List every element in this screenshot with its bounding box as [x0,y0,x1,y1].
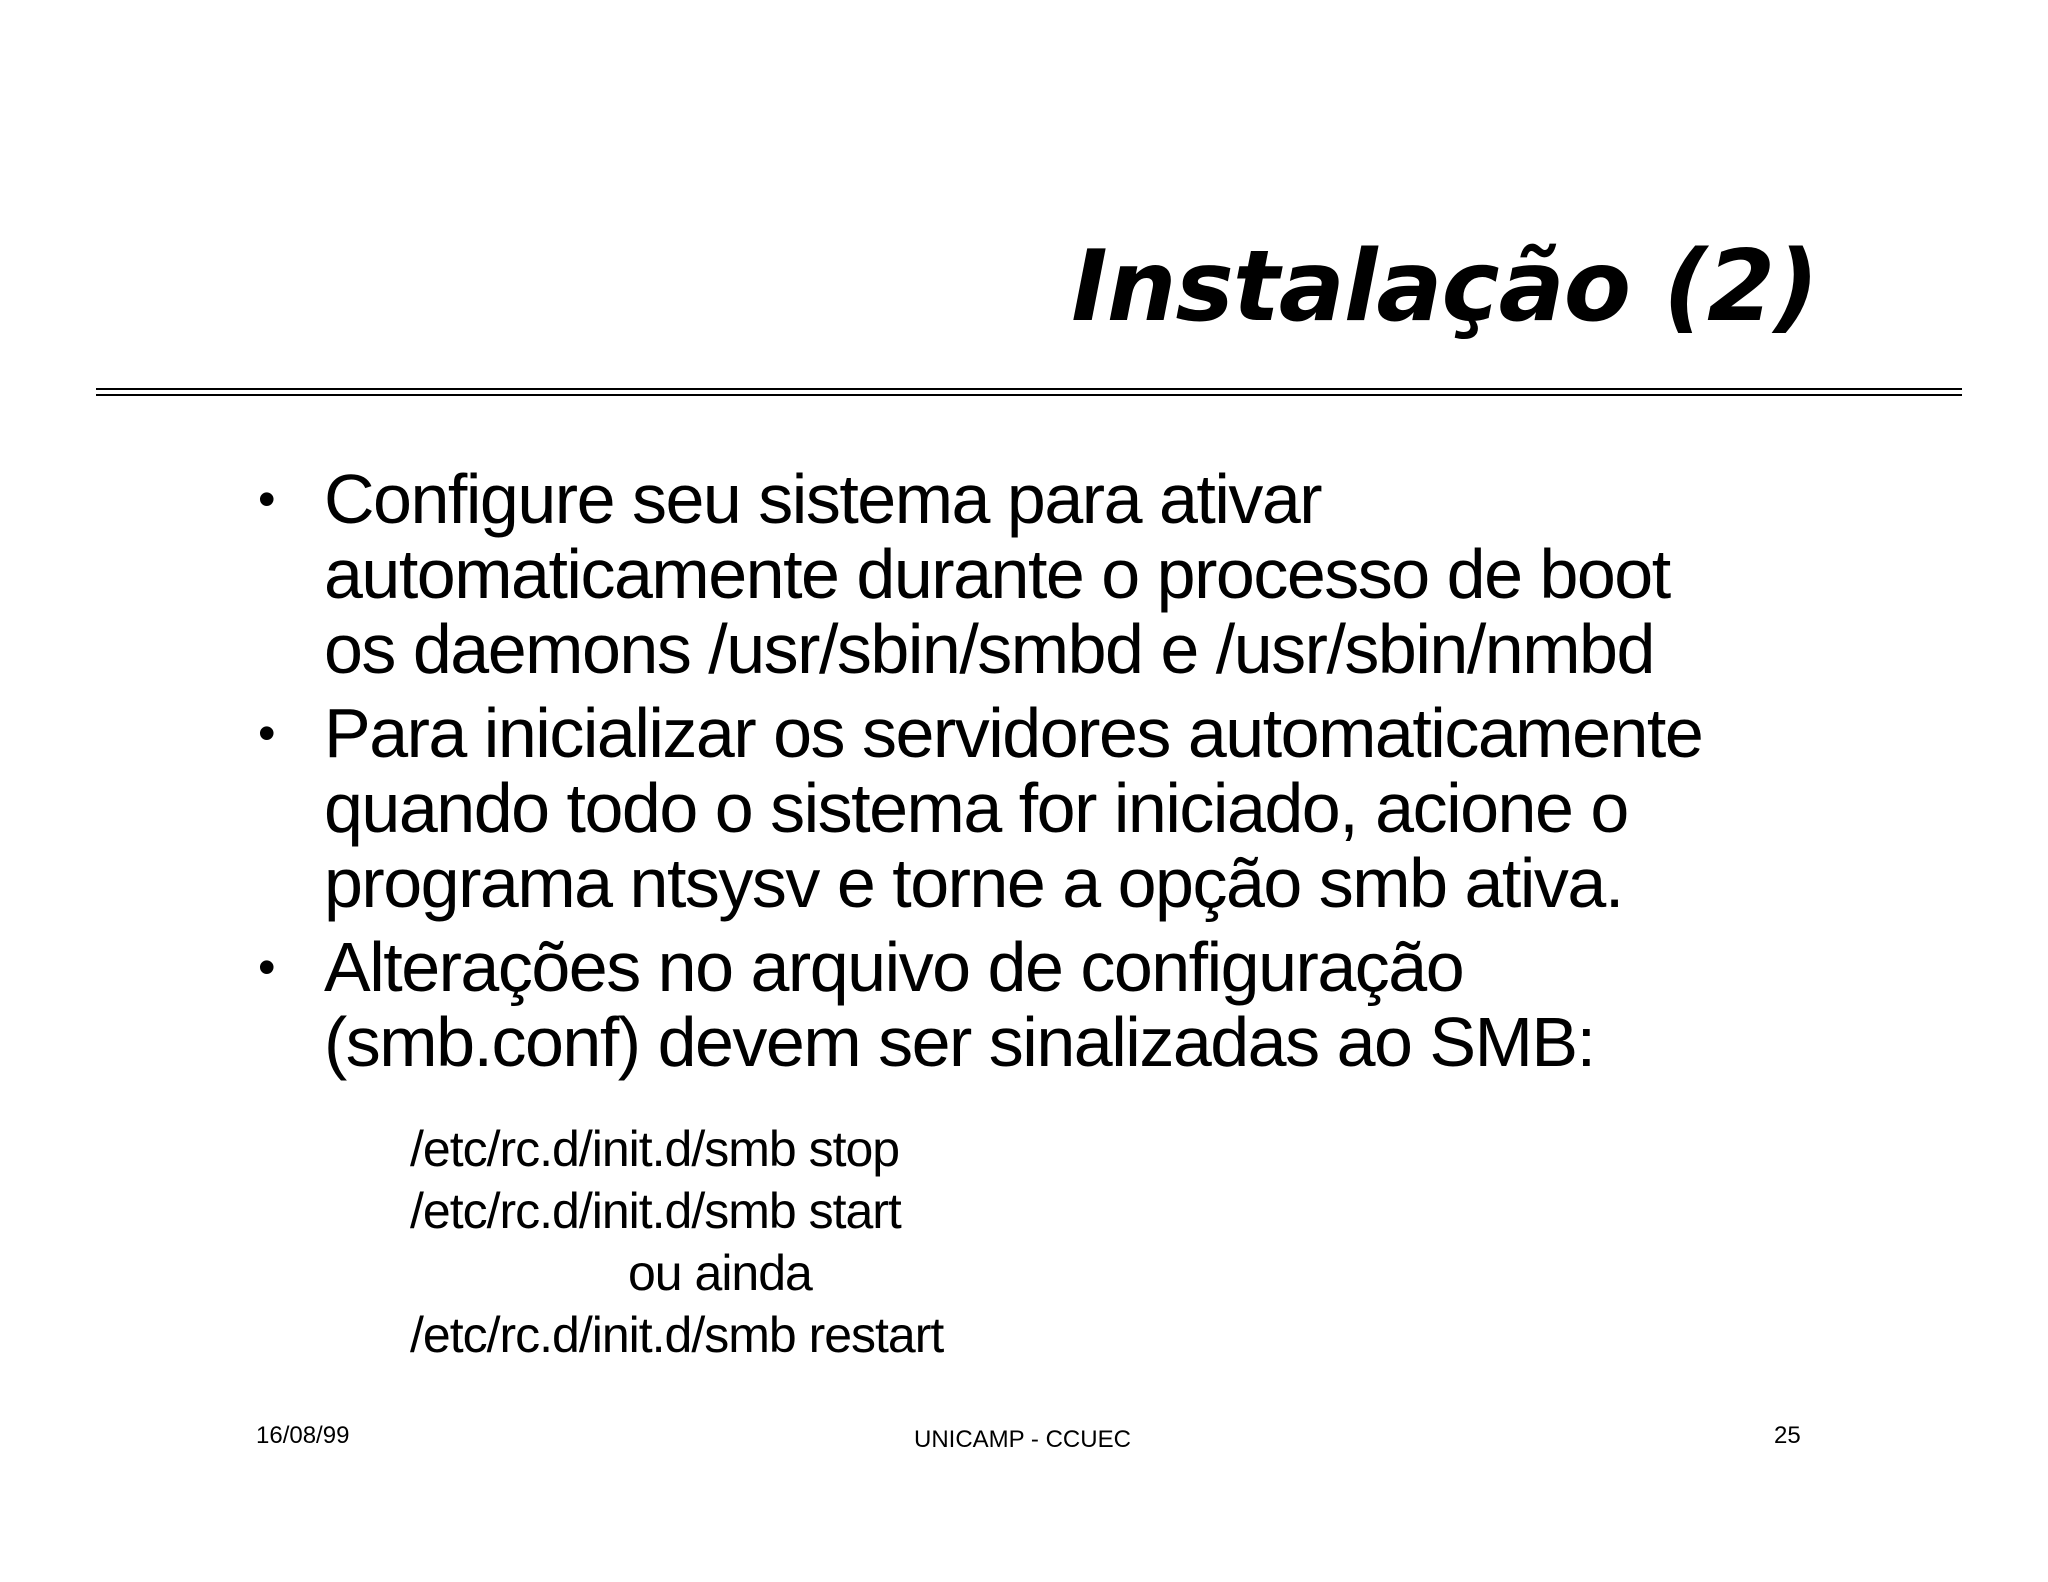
bullet-line: os daemons /usr/sbin/smbd e /usr/sbin/nmbd [324,610,1654,688]
bullet-marker: • [258,471,276,527]
command-alternative-label: ou ainda [628,1245,812,1301]
command-stop: /etc/rc.d/init.d/smb stop [410,1121,900,1177]
footer-page-number: 25 [1774,1422,1801,1449]
footer-date: 16/08/99 [256,1422,350,1449]
bullet-list [258,462,1818,1089]
bullet-marker: • [258,705,276,761]
bullet-line: quando todo o sistema for iniciado, acione o [324,769,1628,847]
slide-title: Instalação (2) [1071,230,1818,344]
bullet-line: Configure seu sistema para ativar [324,460,1322,538]
bullet-marker: • [258,939,276,995]
bullet-line: Alterações no arquivo de configuração [324,928,1464,1006]
command-block [410,1118,943,1366]
title-divider-bottom [96,394,1962,396]
bullet-line: (smb.conf) devem ser sinalizadas ao SMB: [324,1003,1595,1081]
command-restart: /etc/rc.d/init.d/smb restart [410,1307,944,1363]
bullet-line: Para inicializar os servidores automaticamente [324,694,1703,772]
bullet-item-autostart [258,462,1818,687]
title-divider-top [96,388,1962,390]
bullet-item-ntsysv [258,696,1818,921]
footer-organization: UNICAMP - CCUEC [914,1426,1131,1453]
bullet-item-config-changes [258,930,1818,1080]
bullet-line: automaticamente durante o processo de boot [324,535,1670,613]
command-start: /etc/rc.d/init.d/smb start [410,1183,901,1239]
bullet-line: programa ntsysv e torne a opção smb ativa. [324,844,1623,922]
